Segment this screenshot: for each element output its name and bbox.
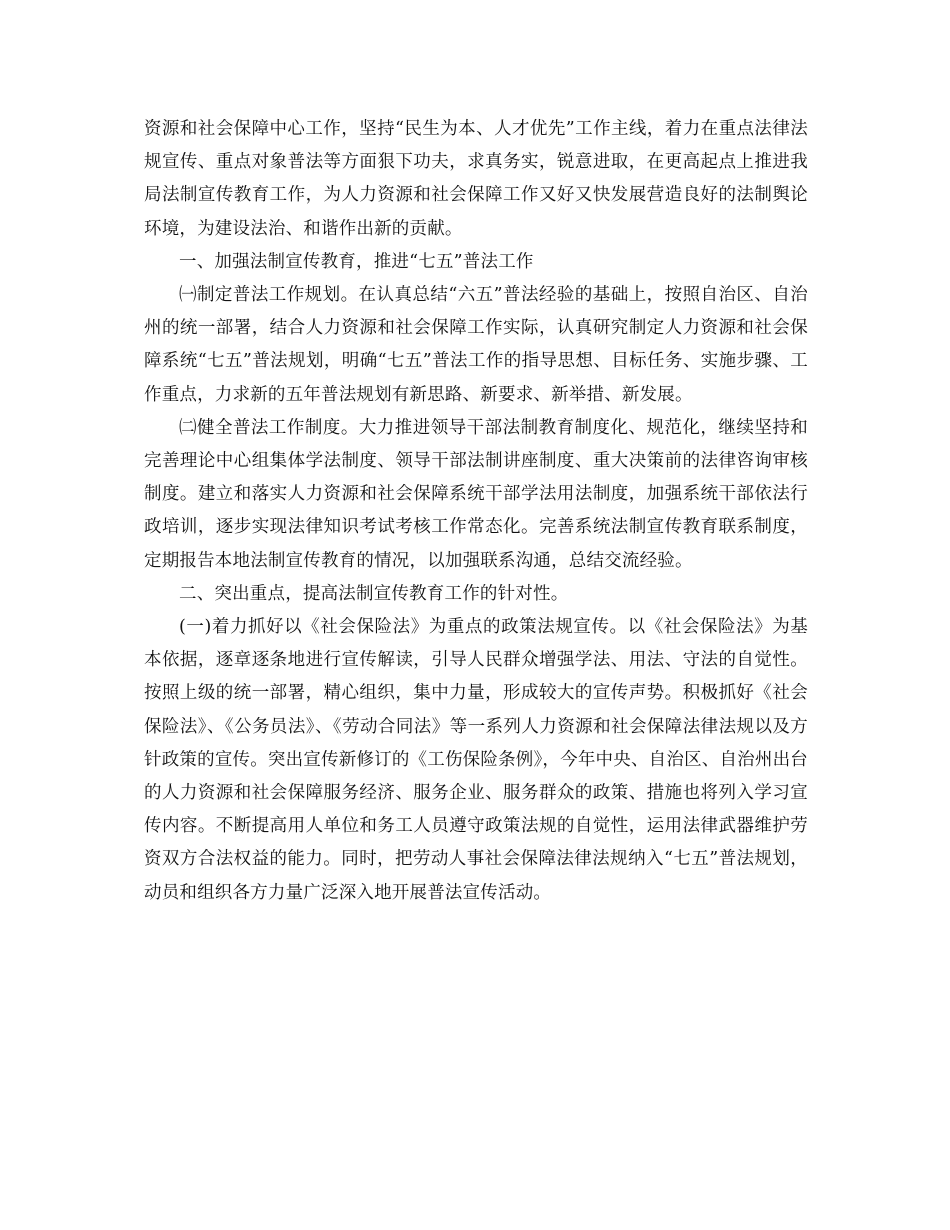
paragraph-continuation: 资源和社会保障中心工作，坚持“民生为本、人才优先”工作主线，着力在重点法律法规宣传、重点对象普法等方面狠下功夫，求真务实，锐意进取，在更高起点上推进我局法制宣传教育工作，为人力资源和社会保障工作又好又快发展营造良好的法制舆论环境，为建设法治、和谐作出新的贡献。 xyxy=(144,119,808,239)
section-heading-1: 一、加强法制宣传教育，推进“七五”普法工作 xyxy=(179,251,534,272)
paragraph-system: ㈡健全普法工作制度。大力推进领导干部法制教育制度化、规范化，继续坚持和完善理论中心组集体学法制度、领导干部法制讲座制度、重大决策前的法律咨询审核制度。建立和落实人力资源和社会保障系统干部学法用法制度，加强系统干部依法行政培训，逐步实现法律知识考试考核工作常态化。完善系统法制宣传教育联系制度，定期报告本地法制宣传教育的情况，以加强联系沟通，总结交流经验。 xyxy=(144,417,808,571)
paragraph-plan: ㈠制定普法工作规划。在认真总结“六五”普法经验的基础上，按照自治区、自治州的统一部署，结合人力资源和社会保障工作实际，认真研究制定人力资源和社会保障系统“七五”普法规划，明确“七五”普法工作的指导思想、目标任务、实施步骤、工作重点，力求新的五年普法规划有新思路、新要求、新举措、新发展。 xyxy=(144,285,808,405)
paragraph-social-insurance: (一)着力抓好以《社会保险法》为重点的政策法规宣传。以《社会保险法》为基本依据，逐章逐条地进行宣传解读，引导人民群众增强学法、用法、守法的自觉性。按照上级的统一部署，精心组织，集中力量，形成较大的宣传声势。积极抓好《社会保险法》、《公务员法》、《劳动合同法》等一系列人力资源和社会保障法律法规以及方针政策的宣传。突出宣传新修订的《工伤保险条例》，今年中央、自治区、自治州出台的人力资源和社会保障服务经济、服务企业、服务群众的政策、措施也将列入学习宣传内容。不断提高用人单位和务工人员遵守政策法规的自觉性，运用法律武器维护劳资双方合法权益的能力。同时，把劳动人事社会保障法律法规纳入“七五”普法规划，动员和组织各方力量广泛深入地开展普法宣传活动。 xyxy=(144,617,808,903)
section-heading-2: 二、突出重点，提高法制宣传教育工作的针对性。 xyxy=(179,583,569,604)
document-page xyxy=(144,113,808,910)
